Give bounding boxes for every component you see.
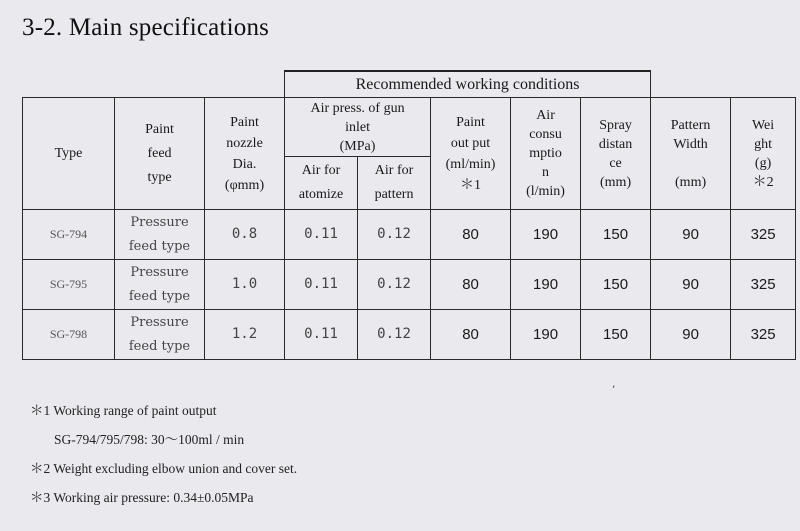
table-row-sg-794 bbox=[23, 210, 796, 260]
cell-consumption: 190 bbox=[511, 210, 581, 260]
cell-nozzle: 1.0 bbox=[205, 260, 285, 310]
cell-pattern: 0.12 bbox=[358, 210, 431, 260]
footnotes bbox=[30, 401, 297, 517]
header-blank-right bbox=[651, 71, 796, 98]
cell-type: SG-794 bbox=[23, 210, 115, 260]
cell-weight: 325 bbox=[731, 210, 796, 260]
cell-spray: 150 bbox=[581, 260, 651, 310]
col-header-air-atomize: Air for atomize bbox=[285, 157, 358, 210]
table-row-sg-795 bbox=[23, 260, 796, 310]
col-header-air-press: Air press. of gun inlet (MPa) bbox=[285, 98, 431, 157]
cell-output: 80 bbox=[431, 210, 511, 260]
cell-spray: 150 bbox=[581, 210, 651, 260]
footnote-1-range: SG-794/795/798: 30〜100ml / min bbox=[54, 432, 245, 447]
header-blank-corner bbox=[23, 71, 285, 98]
footnote-1: ＊1 Working range of paint output bbox=[30, 403, 217, 418]
page-title: 3-2. Main specifications bbox=[22, 14, 270, 41]
col-header-weight: Wei ght (g) ＊2 bbox=[731, 98, 796, 210]
col-header-air-pattern: Air for pattern bbox=[358, 157, 431, 210]
cell-atomize: 0.11 bbox=[285, 310, 358, 360]
col-header-air-consumption: Air consu mptio n (l/min) bbox=[511, 98, 581, 210]
cell-nozzle: 0.8 bbox=[205, 210, 285, 260]
col-header-spray-distance: Spray distan ce (mm) bbox=[581, 98, 651, 210]
cell-consumption: 190 bbox=[511, 310, 581, 360]
cell-consumption: 190 bbox=[511, 260, 581, 310]
cell-atomize: 0.11 bbox=[285, 210, 358, 260]
table-row-sg-798 bbox=[23, 310, 796, 360]
col-header-paint-output: Paint out put (ml/min) ＊1 bbox=[431, 98, 511, 210]
cell-weight: 325 bbox=[731, 310, 796, 360]
recommended-conditions-header: Recommended working conditions bbox=[285, 71, 651, 98]
col-header-type: Type bbox=[23, 98, 115, 210]
cell-nozzle: 1.2 bbox=[205, 310, 285, 360]
col-header-pattern-width: Pattern Width (mm) bbox=[651, 98, 731, 210]
cell-atomize: 0.11 bbox=[285, 260, 358, 310]
footnote-3: ＊3 Working air pressure: 0.34±0.05MPa bbox=[30, 490, 254, 505]
col-header-nozzle-dia: Paint nozzle Dia. (φmm) bbox=[205, 98, 285, 210]
cell-pattern: 0.12 bbox=[358, 260, 431, 310]
col-header-paint-feed-type: Paint feed type bbox=[115, 98, 205, 210]
cell-feed-type: Pressure feed type bbox=[115, 310, 205, 360]
cell-type: SG-795 bbox=[23, 260, 115, 310]
cell-width: 90 bbox=[651, 260, 731, 310]
specifications-table bbox=[22, 70, 796, 360]
scan-speck: ’ bbox=[612, 385, 616, 396]
cell-pattern: 0.12 bbox=[358, 310, 431, 360]
cell-output: 80 bbox=[431, 310, 511, 360]
cell-width: 90 bbox=[651, 310, 731, 360]
cell-type: SG-798 bbox=[23, 310, 115, 360]
cell-output: 80 bbox=[431, 260, 511, 310]
footnote-2: ＊2 Weight excluding elbow union and cover set. bbox=[30, 461, 298, 476]
cell-feed-type: Pressure feed type bbox=[115, 210, 205, 260]
cell-width: 90 bbox=[651, 210, 731, 260]
cell-spray: 150 bbox=[581, 310, 651, 360]
cell-feed-type: Pressure feed type bbox=[115, 260, 205, 310]
cell-weight: 325 bbox=[731, 260, 796, 310]
